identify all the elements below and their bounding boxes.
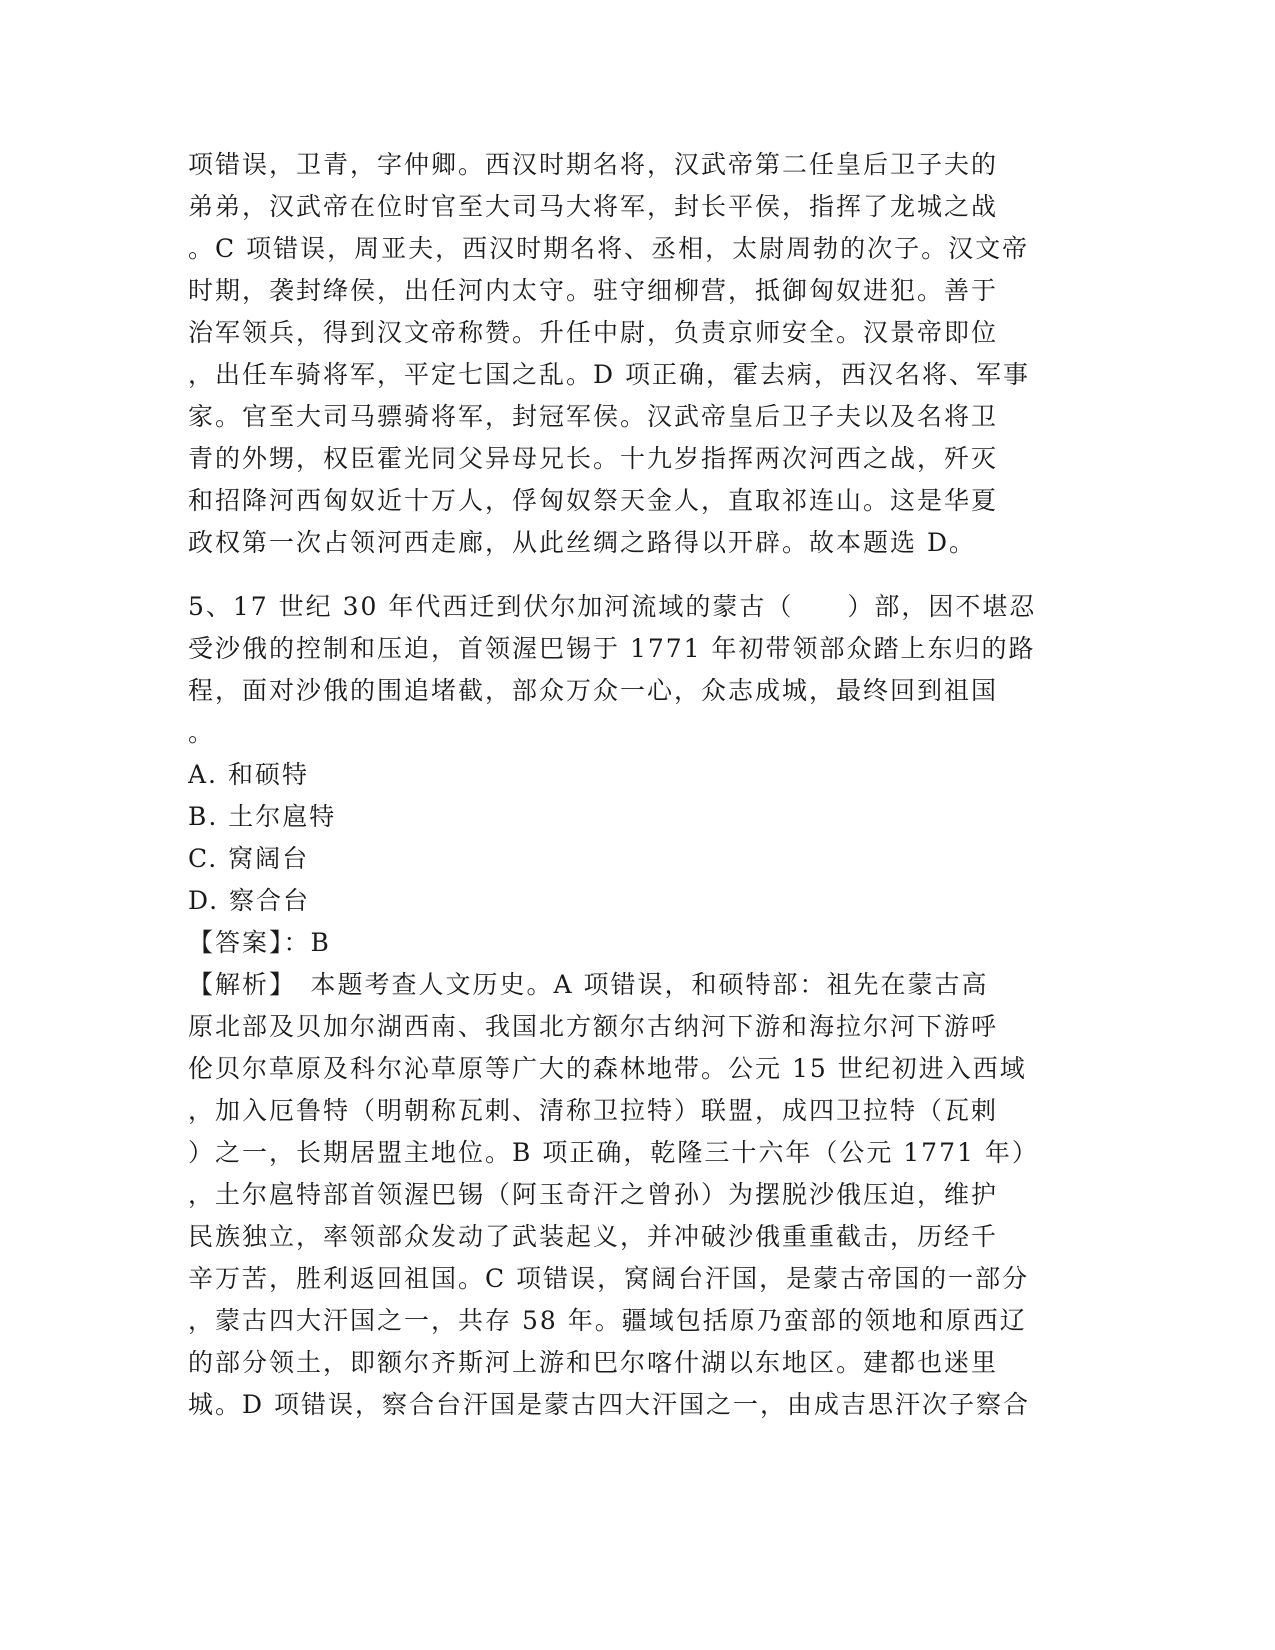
text-line: 政权第一次占领河西走廊，从此丝绸之路得以开辟。故本题选 D。 (188, 528, 976, 557)
option-d: D. 察合台 (188, 886, 311, 915)
text-line: 城。D 项错误，察合台汗国是蒙古四大汗国之一，由成吉思汗次子察合 (188, 1390, 1030, 1419)
text-line: ，土尔扈特部首领渥巴锡（阿玉奇汗之曾孙）为摆脱沙俄压迫，维护 (188, 1180, 999, 1209)
text-line: 和招降河西匈奴近十万人，俘匈奴祭天金人，直取祁连山。这是华夏 (188, 486, 999, 515)
text-line: 的部分领土，即额尔齐斯河上游和巴尔喀什湖以东地区。建都也迷里 (188, 1348, 999, 1377)
text-line: 时期，袭封绛侯，出任河内太守。驻守细柳营，抵御匈奴进犯。善于 (188, 276, 999, 305)
text-line: 程，面对沙俄的围追堵截，部众万众一心，众志成城，最终回到祖国 (188, 676, 999, 705)
answer-label: 【答案】：B (188, 928, 331, 957)
text-line: ，蒙古四大汗国之一，共存 58 年。疆域包括原乃蛮部的领地和原西辽 (188, 1306, 1027, 1335)
text-line: 原北部及贝加尔湖西南、我国北方额尔古纳河下游和海拉尔河下游呼 (188, 1012, 999, 1041)
text-line: ，加入厄鲁特（明朝称瓦剌、清称卫拉特）联盟，成四卫拉特（瓦剌 (188, 1096, 999, 1125)
text-line: ，出任车骑将军，平定七国之乱。D 项正确，霍去病，西汉名将、军事 (188, 360, 1030, 389)
text-line: 【解析】 本题考查人文历史。A 项错误，和硕特部：祖先在蒙古高 (188, 970, 989, 999)
option-a: A. 和硕特 (188, 760, 309, 789)
text-line: 。 (188, 718, 216, 747)
text-line: 伦贝尔草原及科尔沁草原等广大的森林地带。公元 15 世纪初进入西域 (188, 1054, 1027, 1083)
option-c: C. 窝阔台 (188, 844, 310, 873)
text-line: 受沙俄的控制和压迫，首领渥巴锡于 1771 年初带领部众踏上东归的路 (188, 634, 1036, 663)
text-line: 家。官至大司马骠骑将军，封冠军侯。汉武帝皇后卫子夫以及名将卫 (188, 402, 999, 431)
option-b: B. 土尔扈特 (188, 802, 337, 831)
text-line: 项错误，卫青，字仲卿。西汉时期名将，汉武帝第二任皇后卫子夫的 (188, 150, 999, 179)
text-line: 弟弟，汉武帝在位时官至大司马大将军，封长平侯，指挥了龙城之战 (188, 192, 999, 221)
text-line: 治军领兵，得到汉文帝称赞。升任中尉，负责京师安全。汉景帝即位 (188, 318, 999, 347)
text-line: 。C 项错误，周亚夫，西汉时期名将、丞相，太尉周勃的次子。汉文帝 (188, 234, 1030, 263)
text-line: ）之一，长期居盟主地位。B 项正确，乾隆三十六年（公元 1771 年） (188, 1138, 1039, 1167)
text-line: 民族独立，率领部众发动了武装起义，并冲破沙俄重重截击，历经千 (188, 1222, 999, 1251)
text-line: 5、17 世纪 30 年代西迁到伏尔加河流域的蒙古（ ）部，因不堪忍 (188, 592, 1037, 621)
text-line: 青的外甥，权臣霍光同父异母兄长。十九岁指挥两次河西之战，歼灭 (188, 444, 999, 473)
text-line: 辛万苦，胜利返回祖国。C 项错误，窝阔台汗国，是蒙古帝国的一部分 (188, 1264, 1030, 1293)
